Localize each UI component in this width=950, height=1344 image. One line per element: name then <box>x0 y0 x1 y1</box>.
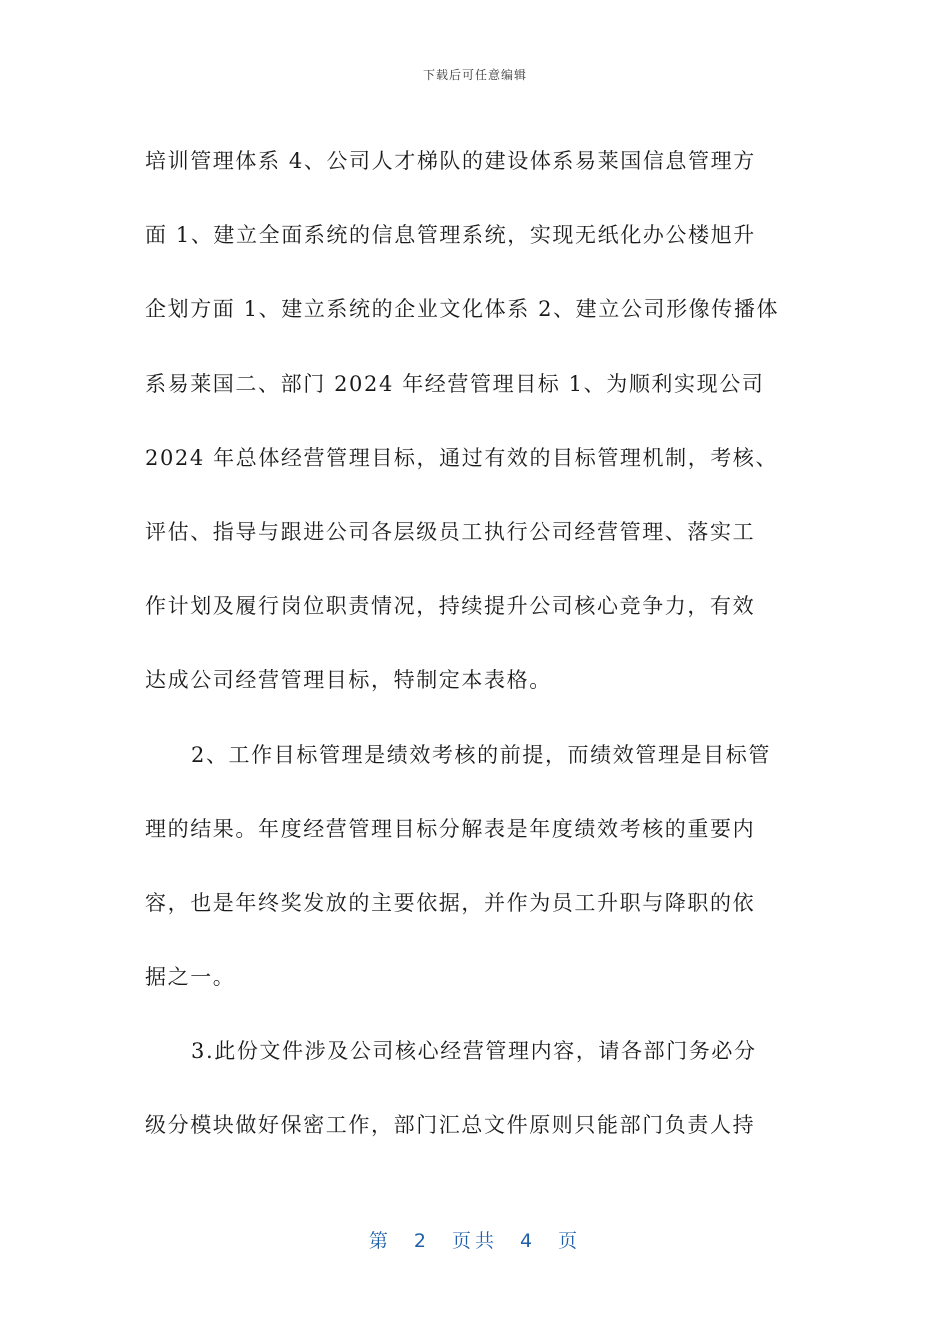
body-line: 2、工作目标管理是绩效考核的前提，而绩效管理是目标管 <box>191 742 771 767</box>
body-line: 容，也是年终奖发放的主要依据，并作为员工升职与降职的依 <box>145 890 756 915</box>
body-line: 作计划及履行岗位职责情况，持续提升公司核心竞争力，有效 <box>145 594 756 619</box>
body-line: 2024 年总体经营管理目标，通过有效的目标管理机制，考核、 <box>145 445 779 470</box>
body-line: 达成公司经营管理目标，特制定本表格。 <box>145 668 552 693</box>
body-line: 级分模块做好保密工作，部门汇总文件原则只能部门负责人持 <box>145 1113 756 1138</box>
body-line: 据之一。 <box>145 965 236 990</box>
page-header: 下载后可任意编辑 <box>422 68 527 82</box>
body-line: 企划方面 1、建立系统的企业文化体系 2、建立公司形像传播体 <box>145 297 780 322</box>
body-line: 理的结果。年度经营管理目标分解表是年度绩效考核的重要内 <box>145 816 756 841</box>
page-footer: 第 2 页共 4 页 <box>368 1230 582 1252</box>
body-line: 面 1、建立全面系统的信息管理系统，实现无纸化办公楼旭升 <box>145 223 756 248</box>
body-line: 培训管理体系 4、公司人才梯队的建设体系易莱国信息管理方 <box>145 149 756 173</box>
body-line: 系易莱国二、部门 2024 年经营管理目标 1、为顺利实现公司 <box>145 371 765 396</box>
body-line: 评估、指导与跟进公司各层级员工执行公司经营管理、落实工 <box>145 519 756 544</box>
body-line: 3.此份文件涉及公司核心经营管理内容，请各部门务必分 <box>191 1039 757 1064</box>
document-body <box>145 124 805 1163</box>
